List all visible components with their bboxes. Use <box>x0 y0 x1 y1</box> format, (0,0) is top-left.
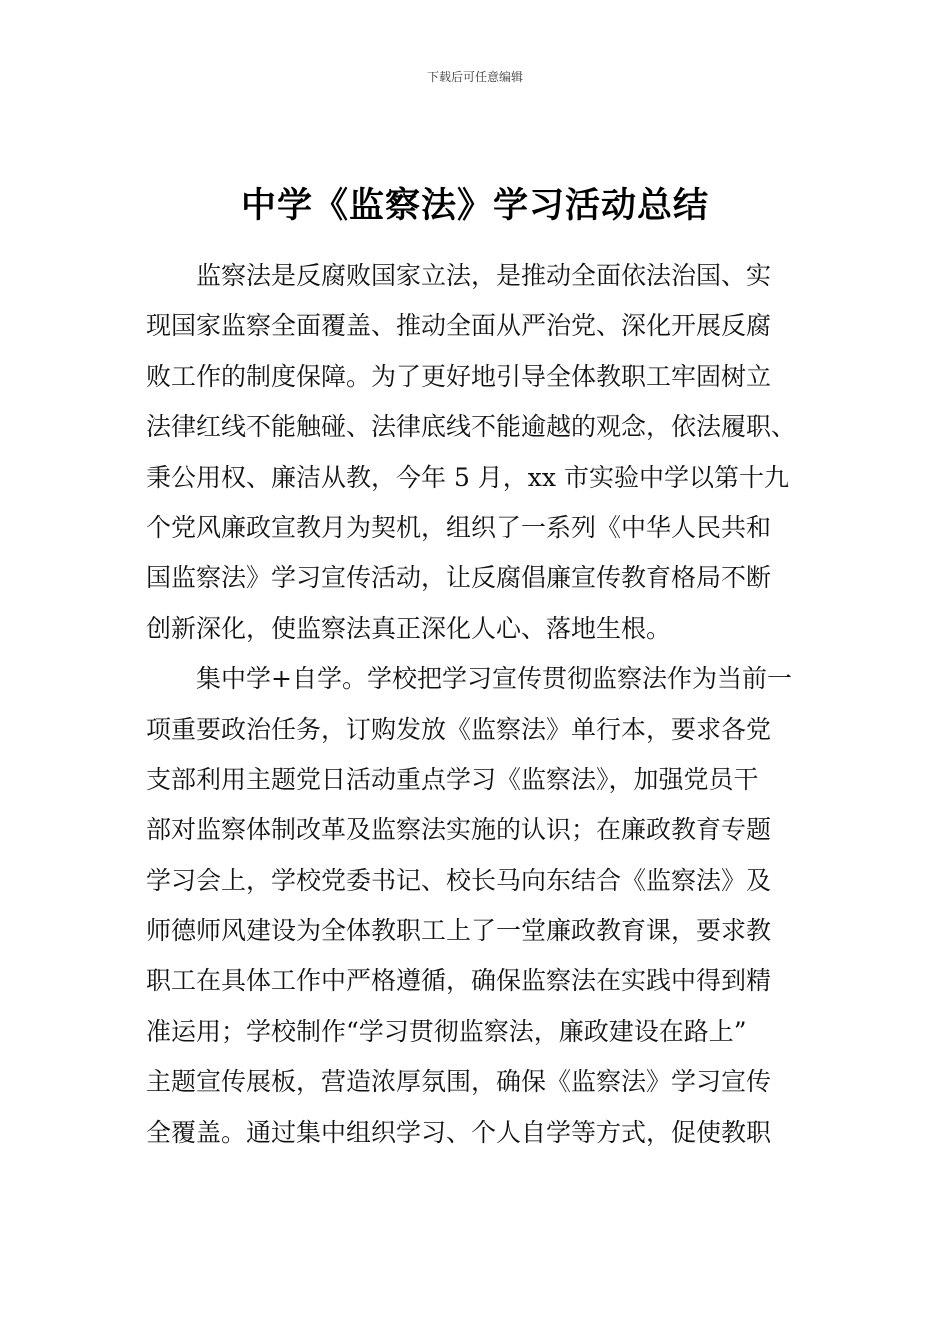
document-title: 中学《监察法》学习活动总结 <box>240 186 709 226</box>
paragraph-line: 国监察法》学习宣传活动，让反腐倡廉宣传教育格局不断 <box>146 563 772 593</box>
paragraph-line: 个党风廉政宣教月为契机，组织了一系列《中华人民共和 <box>146 512 772 542</box>
paragraph-line: 职工在具体工作中严格遵循，确保监察法在实践中得到精 <box>146 966 772 996</box>
paragraph-line: 主题宣传展板，营造浓厚氛围，确保《监察法》学习宣传 <box>146 1067 772 1097</box>
paragraph-line: 败工作的制度保障。为了更好地引导全体教职工牢固树立 <box>146 361 772 391</box>
paragraph-line: 学习会上，学校党委书记、校长马向东结合《监察法》及 <box>146 865 772 895</box>
paragraph-2 <box>146 654 800 1158</box>
paragraph-line: 现国家监察全面覆盖、推动全面从严治党、深化开展反腐 <box>146 311 772 341</box>
paragraph-1 <box>146 251 800 654</box>
paragraph-line: 监察法是反腐败国家立法，是推动全面依法治国、实 <box>196 261 772 290</box>
paragraph-line: 师德师风建设为全体教职工上了一堂廉政教育课，要求教 <box>146 916 772 946</box>
paragraph-line: 集中学+自学。学校把学习宣传贯彻监察法作为当前一 <box>196 664 792 694</box>
paragraph-line: 部对监察体制改革及监察法实施的认识；在廉政教育专题 <box>146 815 772 845</box>
document-body <box>146 251 800 1158</box>
paragraph-line: 支部利用主题党日活动重点学习《监察法》，加强党员干 <box>146 764 759 794</box>
paragraph-line: 准运用；学校制作“学习贯彻监察法，廉政建设在路上” <box>146 1016 747 1046</box>
paragraph-line: 创新深化，使监察法真正深化人心、落地生根。 <box>146 613 672 643</box>
header-note: 下载后可任意编辑 <box>426 70 523 84</box>
paragraph-line: 秉公用权、廉洁从教，今年 5 月，xx 市实验中学以第十九 <box>146 462 789 492</box>
paragraph-line: 法律红线不能触碰、法律底线不能逾越的观念，依法履职、 <box>146 412 797 442</box>
paragraph-line: 全覆盖。通过集中组织学习、个人自学等方式，促使教职 <box>146 1117 772 1147</box>
paragraph-line: 项重要政治任务，订购发放《监察法》单行本，要求各党 <box>146 714 772 744</box>
